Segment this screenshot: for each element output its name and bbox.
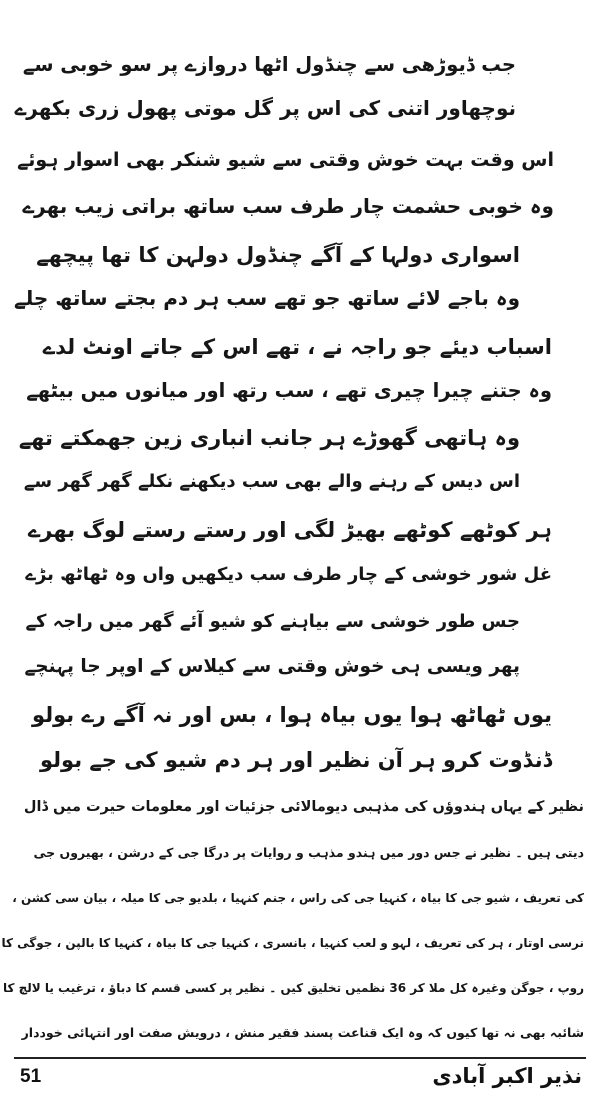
poem-line: وہ جتنے چیرا چیری تھے ، سب رتھ اور میانوں میں بیٹھے — [26, 379, 552, 402]
prose-line: کی تعریف ، شیو جی کا بیاہ ، کنہیا جی کی راس ، جنم کنہیا ، بلدیو جی کا میلہ ، بیان سی کشن ، — [12, 891, 584, 905]
prose-line: نرسی اوتار ، ہر کی تعریف ، لہو و لعب کنہیا ، بانسری ، کنہیا جی کا بیاہ ، کنہیا کا بالپن ، جوگی کا — [1, 936, 584, 950]
poem-line: نوچھاور اتنی کی اس پر گل موتی پھول زری بکھرے — [14, 96, 516, 120]
prose-line: روپ ، جوگن وغیرہ کل ملا کر 36 نظمیں تخلیق کیں ۔ نظیر پر کسی قسم کا دباؤ ، ترغیب یا لالچ کا — [2, 981, 584, 995]
prose-line: دیتی ہیں ۔ نظیر نے جس دور میں ہندو مذہب و روایات پر درگا جی کے درشن ، بھیروں جی — [33, 845, 584, 860]
prose-line: شائبہ بھی نہ تھا کیوں کہ وہ ایک قناعت پسند فقیر منش ، درویش صفت اور انتہائی خوددار — [21, 1025, 584, 1040]
poem-line: پھر ویسی ہی خوش وقتی سے کیلاس کے اوپر جا پہنچے — [24, 656, 520, 677]
poem-line: وہ ہاتھی گھوڑے ہر جانب انباری زین جھمکتے تھے — [18, 426, 520, 450]
poem-line: اس وقت بہت خوش وقتی سے شیو شنکر بھی اسوار ہوئے — [17, 149, 554, 171]
poem-line: اس دیس کے رہنے والے بھی سب دیکھنے نکلے گھر گھر سے — [23, 471, 520, 492]
poem-line: وہ خوبی حشمت چار طرف سب ساتھ براتی زیب بھرے — [22, 194, 554, 218]
poem-line: وہ باجے لائے ساتھ جو تھے سب ہر دم بجتے ساتھ چلے — [14, 286, 520, 310]
poem-line: جس طور خوشی سے بیاہنے کو شیو آئے گھر میں راجہ کے — [25, 611, 520, 632]
footer-divider — [14, 1057, 586, 1059]
running-title: نذیر اکبر آبادی — [432, 1064, 582, 1088]
poem-line: اسباب دیئے جو راجہ نے ، تھے اس کے جاتے اونٹ لدے — [42, 335, 552, 359]
page-number: 51 — [20, 1066, 42, 1087]
poem-line: یوں ٹھاٹھ ہوا یوں بیاہ ہوا ، بس اور نہ آگے رے بولو — [32, 703, 552, 727]
poem-line: ڈنڈوت کرو ہر آن نظیر اور ہر دم شیو کی جے بولو — [39, 748, 552, 772]
poem-line: غل شور خوشی کے چار طرف سب دیکھیں واں وہ ٹھاٹھ بڑے — [25, 564, 552, 585]
prose-line: نظیر کے یہاں ہندوؤں کی مذہبی دیومالائی جزئیات اور معلومات حیرت میں ڈال — [23, 799, 584, 815]
poem-line: اسواری دولہا کے آگے چنڈول دولہن کا تھا پیچھے — [36, 243, 520, 267]
poem-line: ہر کوٹھے کوٹھے بھیڑ لگی اور رستے رستے لوگ بھرے — [27, 518, 552, 542]
poem-line: جب ڈیوڑھی سے چنڈول اٹھا دروازے پر سو خوبی سے — [22, 53, 516, 76]
